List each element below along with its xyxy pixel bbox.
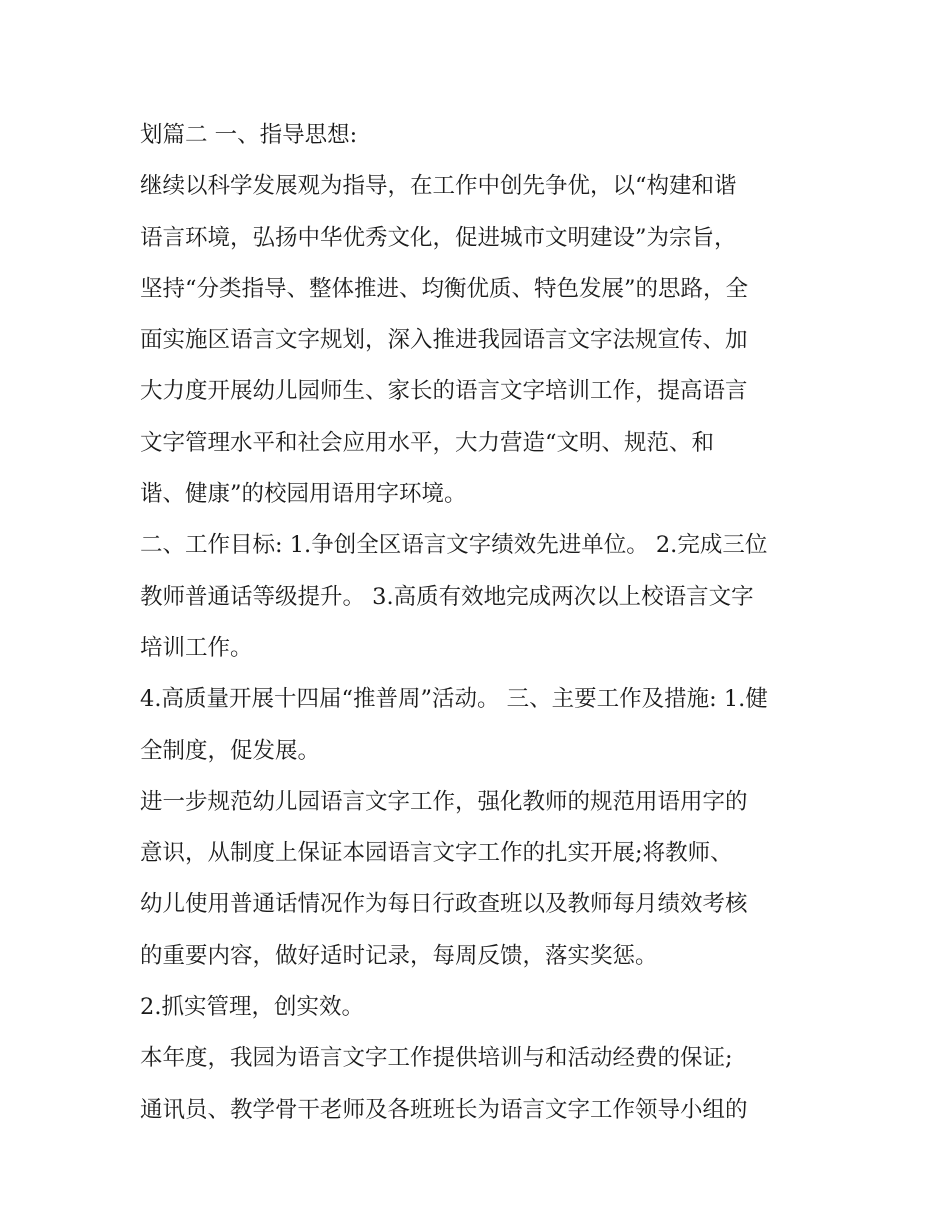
- document-body: [140, 110, 820, 1136]
- text-line: 2.抓实管理，创实效。: [140, 994, 364, 1021]
- text-line: 4.高质量开展十四届“推普周”活动。 三、主要工作及措施: 1.健: [140, 686, 768, 713]
- text-line: 谐、健康”的校园用语用字环境。: [140, 481, 467, 508]
- text-line: 教师普通话等级提升。 3.高质有效地完成两次以上校语言文字: [140, 583, 754, 610]
- text-line: 大力度开展幼儿园师生、家长的语言文字培训工作，提高语言: [140, 378, 748, 405]
- text-line: 幼儿使用普通话情况作为每日行政查班以及教师每月绩效考核: [140, 891, 748, 918]
- text-line: 培训工作。: [140, 634, 253, 661]
- text-line: 继续以科学发展观为指导，在工作中创先争优，以“构建和谐: [140, 173, 737, 200]
- text-line-heading: 划篇二 一、指导思想:: [140, 122, 358, 148]
- text-line: 语言环境，弘扬中华优秀文化，促进城市文明建设”为宗旨，: [140, 224, 737, 251]
- text-line: 全制度，促发展。: [140, 737, 321, 764]
- text-line: 二、工作目标: 1.争创全区语言文字绩效先进单位。 2.完成三位: [140, 532, 768, 559]
- text-line: 坚持“分类指导、整体推进、均衡优质、特色发展”的思路，全: [140, 275, 749, 302]
- text-line: 进一步规范幼儿园语言文字工作，强化教师的规范用语用字的: [140, 788, 748, 815]
- text-line: 通讯员、教学骨干老师及各班班长为语言文字工作领导小组的: [140, 1096, 748, 1123]
- text-line: 文字管理水平和社会应用水平，大力营造“文明、规范、和: [140, 429, 715, 456]
- text-line: 本年度，我园为语言文字工作提供培训与和活动经费的保证;: [140, 1045, 733, 1072]
- text-line: 面实施区语言文字规划，深入推进我园语言文字法规宣传、加: [140, 327, 748, 354]
- text-line: 意识，从制度上保证本园语言文字工作的扎实开展;将教师、: [140, 840, 733, 867]
- text-line: 的重要内容，做好适时记录，每周反馈，落实奖惩。: [140, 942, 658, 969]
